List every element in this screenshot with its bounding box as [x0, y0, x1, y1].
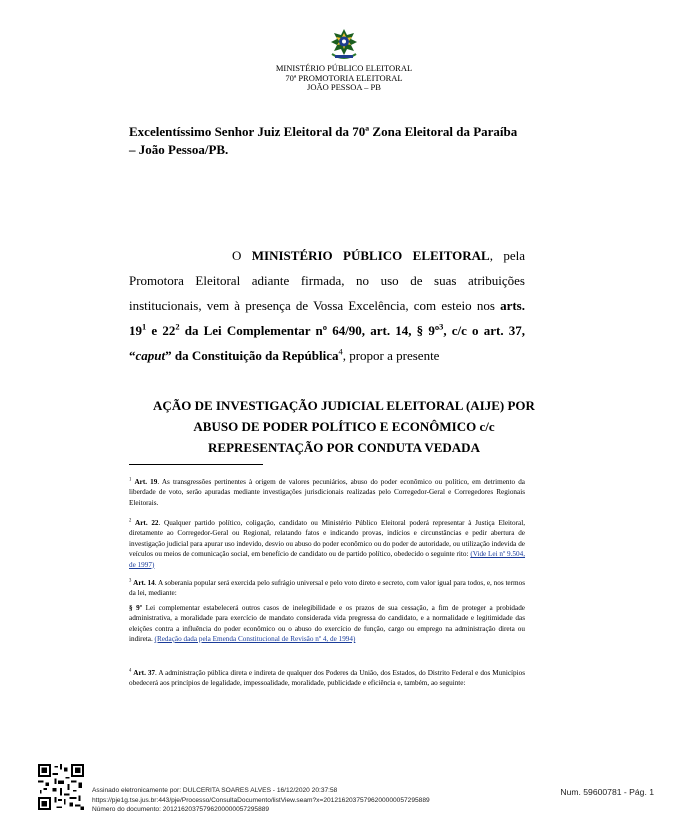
- page-number: Num. 59600781 - Pág. 1: [560, 787, 654, 797]
- intro-cc37: , c/c o art. 37, “: [129, 323, 525, 363]
- footnote-1-number: 1: [129, 477, 132, 483]
- footnote-ref-1: 1: [142, 321, 147, 332]
- footnote-3: [129, 578, 525, 644]
- title-line-2: ABUSO DE PODER POLÍTICO E ECONÔMICO c/c: [193, 419, 495, 434]
- footnote-1: [129, 477, 525, 508]
- footnote-3-paragraph: § 9º: [129, 603, 143, 612]
- footnote-ref-4: 4: [338, 346, 343, 357]
- footnote-2-number: 2: [129, 518, 132, 524]
- qr-code-icon: [38, 764, 84, 810]
- intro-o: O: [232, 248, 252, 263]
- intro-and: e 22: [146, 323, 176, 338]
- footnote-1-article: Art. 19: [134, 478, 158, 486]
- document-header: [0, 28, 688, 93]
- footnote-ref-2: 2: [175, 321, 180, 332]
- intro-text-1: , pela Promotora Eleitoral adiante firmada, no uso de suas atribuições institucionais, vem à presença de Vossa Excelência, com esteio nos: [129, 248, 525, 313]
- title-line-1: AÇÃO DE INVESTIGAÇÃO JUDICIAL ELEITORAL (AIJE) POR: [153, 398, 535, 413]
- footnote-2-link[interactable]: (Vide Lei nº 9.504, de 1997): [129, 550, 526, 569]
- header-line-3: JOÃO PESSOA – PB: [307, 82, 381, 92]
- header-line-1: MINISTÉRIO PÚBLICO ELEITORAL: [275, 63, 413, 73]
- title-line-3: REPRESENTAÇÃO POR CONDUTA VEDADA: [208, 440, 480, 455]
- footnote-3-text: . A soberania popular será exercida pelo sufrágio universal e pelo voto direto e secreto, com valor igual para todos, e, nos termos da lei, mediante:: [129, 579, 526, 598]
- action-title: [0, 395, 688, 458]
- intro-paragraph: [129, 243, 525, 368]
- footnote-3-article: Art. 14: [133, 579, 155, 587]
- intro-cf: ” da Constituição da República: [165, 348, 339, 363]
- addressee: [129, 123, 549, 159]
- footnote-4: [129, 668, 525, 689]
- footnote-4-number: 4: [129, 668, 132, 674]
- footnote-ref-3: 3: [439, 321, 444, 332]
- footnote-2: [129, 518, 525, 570]
- footnote-1-text: . As transgressões pertinentes à origem de valores pecuniários, abuso do poder econômico ou político, em detrimento da liberdade de voto, serão apuradas mediante investigações jurisdicionais realizadas pelo Corregedor-Geral e Corregedores Regionais Eleitorais.: [129, 478, 526, 507]
- addressee-line-1: Excelentíssimo Senhor Juiz Eleitoral da 70ª Zona Eleitoral da Paraíba: [129, 124, 518, 139]
- intro-caput: caput: [135, 348, 166, 363]
- header-line-2: 70ª PROMOTORIA ELEITORAL: [285, 72, 403, 83]
- footnote-separator: [129, 464, 263, 465]
- intro-end: , propor a presente: [342, 348, 440, 363]
- footnote-2-text: . Qualquer partido político, coligação, candidato ou Ministério Público Eleitoral poderá representar à Justiça Eleitoral, diretamente ao Corregedor-Geral ou Regional, relatando fatos e indicando provas, indícios e circunstâncias e pedir abertura de investigação judicial para apurar uso indevido, desvio ou abuso do poder econômico ou do poder de autoridade, ou utilização indevida de veículos ou meios de comunicação social, em benefício de candidato ou de partido político, obedecido o seguinte rito:: [129, 519, 525, 559]
- document-url[interactable]: https://pje1g.tse.jus.br:443/pje/Processo/ConsultaDocumento/listView.seam?x=20121620375796200000057295889: [92, 796, 430, 804]
- footnote-4-article: Art. 37: [133, 669, 156, 677]
- signature-footer: [92, 786, 430, 815]
- brazil-coat-of-arms-icon: [324, 28, 364, 62]
- document-number: Número do documento: 20121620375796200000057295889: [92, 806, 270, 813]
- footnote-2-article: Art. 22: [135, 519, 159, 527]
- intro-arts-text: arts. 19: [129, 298, 525, 338]
- intro-lc: da Lei Complementar nº 64/90, art. 14, § 9º: [179, 323, 440, 338]
- addressee-line-2: – João Pessoa/PB.: [129, 142, 229, 157]
- footnote-3-paragraph-text: Lei complementar estabelecerá outros casos de inelegibilidade e os prazos de sua cessação, a fim de proteger a probidade administrativa, a moralidade para exercício de mandato considerada vida pregressa do candidato, e a normalidade e legitimidade das eleições contra a influência do poder econômico ou o abuso do exercício de função, cargo ou emprego na administração direta ou indireta.: [129, 603, 525, 644]
- signed-by: Assinado eletronicamente por: DULCERITA SOARES ALVES - 16/12/2020 20:37:58: [92, 787, 338, 794]
- footnote-4-text: . A administração pública direta e indireta de qualquer dos Poderes da União, dos Estados, do Distrito Federal e dos Municípios obedecerá aos princípios de legalidade, impessoalidade, moralidade, publicidade e eficiência e, também, ao seguinte:: [129, 669, 526, 688]
- intro-mpe: MINISTÉRIO PÚBLICO ELEITORAL: [251, 248, 490, 263]
- footnote-3-number: 3: [129, 578, 132, 584]
- footnote-3-link[interactable]: (Redação dada pela Emenda Constitucional de Revisão nº 4, de 1994): [154, 635, 356, 644]
